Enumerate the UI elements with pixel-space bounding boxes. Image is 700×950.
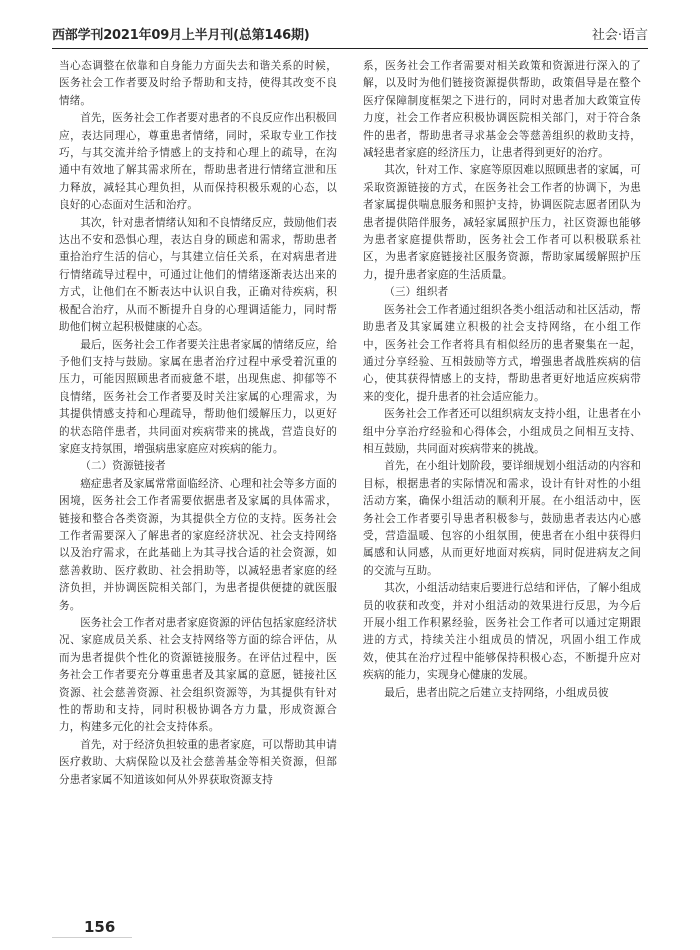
paragraph: 医务社会工作者还可以组织病友支持小组，让患者在小组中分享治疗经验和心得体会，小组成员之间相互支持、相互鼓励，共同面对疾病带来的挑战。 [363,408,641,455]
running-header [52,18,648,49]
paragraph: 癌症患者及家属常常面临经济、心理和社会等多方面的困境，医务社会工作者需要依据患者及家属的具体需求，链接和整合各类资源，为其提供全方位的支持。医务社会工作者需要深入了解患者的家庭经济状况、社会支持网络以及治疗需求，在此基础上为其寻找合适的社会资源，如慈善救助、医疗救助、社会捐助等，以减轻患者家庭的经济负担，并协调医院相关部门，为患者提供便捷的就医服务。 [59,477,337,612]
paragraph: 其次，针对工作、家庭等原因难以照顾患者的家属，可采取资源链接的方式，在医务社会工作者的协调下，为患者家属提供喘息服务和照护支持，协调医院志愿者团队为患者提供陪伴服务，减轻家属照护压力，社区资源也能够为患者家庭提供帮助，医务社会工作者可以积极联系社区，为患者家庭链接社区服务资源，帮助家属缓解照护压力，提升患者家庭的生活质量。 [363,164,641,281]
paragraph: 医务社会工作者通过组织各类小组活动和社区活动，帮助患者及其家属建立积极的社会支持网络，在小组工作中，医务社会工作者将具有相似经历的患者聚集在一起，通过分享经验、互相鼓励等方式，增强患者战胜疾病的信心，使其获得情感上的支持，帮助患者更好地适应疾病带来的变化，提升患者的社会适应能力。 [363,303,641,403]
paragraph: 首先，医务社会工作者要对患者的不良反应作出积极回应，表达同理心，尊重患者情绪，同时，采取专业工作技巧，与其交流并给予情感上的支持和心理上的疏导，在沟通中有效地了解其需求所在，帮助患者进行情绪宣泄和压力释放，减轻其心理负担，从而保持积极乐观的心态，以良好的心态面对生活和治疗。 [59,112,337,212]
paragraph: 医务社会工作者对患者家庭资源的评估包括家庭经济状况、家庭成员关系、社会支持网络等方面的综合评估，从而为患者提供个性化的资源链接服务。在评估过程中，医务社会工作者要充分尊重患者及其家属的意愿，链接社区资源、社会慈善资源、社会组织资源等，为其提供有针对性的帮助和支持，同时积极协调各方力量，形成资源合力，构建多元化的社会支持体系。 [59,617,337,734]
paragraph: 首先，在小组计划阶段，要详细规划小组活动的内容和目标，根据患者的实际情况和需求，设计有针对性的小组活动方案，确保小组活动的顺利开展。在小组活动中，医务社会工作者要引导患者积极参与，鼓励患者表达内心感受，营造温暖、包容的小组氛围，使患者在小组中获得归属感和认同感，从而更好地面对疾病，同时促进病友之间的交流与互助。 [363,460,641,577]
left-column [59,58,337,918]
paragraph: 系，医务社会工作者需要对相关政策和资源进行深入的了解，以及时为他们链接资源提供帮助，政策倡导是在整个医疗保障制度框架之下进行的，同时对患者加大政策宣传力度，社会工作者应积极协调医院相关部门，对于符合条件的患者，帮助患者寻求基金会等慈善组织的救助支持，减轻患者家庭的经济压力，让患者得到更好的治疗。 [363,60,641,160]
paragraph: 首先，对于经济负担较重的患者家庭，可以帮助其申请医疗救助、大病保险以及社会慈善基金等相关资源，但部分患者家属不知道该如何从外界获取资源支持 [59,738,337,786]
paragraph: 最后，医务社会工作者要关注患者家属的情绪反应，给予他们支持与鼓励。家属在患者治疗过程中承受着沉重的压力，可能因照顾患者而疲惫不堪，出现焦虑、抑郁等不良情绪，医务社会工作者要及时关注家属的心理需求，为其提供情感支持和心理疏导，帮助他们缓解压力，以更好的状态陪伴患者，共同面对疾病带来的挑战，营造良好的家庭支持氛围，增强病患家庭应对疾病的能力。 [59,338,337,455]
right-column [363,58,641,918]
section-heading: （三）组织者 [384,286,449,299]
page-number: 156 [84,918,116,936]
section-heading: （二）资源链接者 [80,460,166,473]
paragraph: 其次，小组活动结束后要进行总结和评估，了解小组成员的收获和改变，并对小组活动的效果进行反思，为今后开展小组工作积累经验，医务社会工作者可以通过定期跟进的方式，持续关注小组成员的情况，巩固小组工作成效，使其在治疗过程中能够保持积极心态，不断提升应对疾病的能力，实现身心健康的发展。 [363,582,641,682]
paragraph: 最后，患者出院之后建立支持网络，小组成员彼 [384,686,609,699]
section-label: 社会·语言 [591,28,648,43]
paragraph: 当心态调整在依靠和自身能力方面失去和谐关系的时候，医务社会工作者要及时给予帮助和支持，使得其改变不良情绪。 [59,60,337,107]
paragraph: 其次，针对患者情绪认知和不良情绪反应，鼓励他们表达出不安和恐惧心理，表达自身的顾虑和需求，帮助患者重拾治疗生活的信心，与其建立信任关系，在对病患者进行情绪疏导过程中，可通过让他们的情绪逐渐表达出来的方式，让他们在不断表达中认识自我，正确对待疾病，积极配合治疗，从而不断提升自身的心理调适能力，同时帮助他们树立起积极健康的心态。 [59,216,337,334]
journal-title: 西部学刊2021年09月上半月刊(总第146期) [52,28,310,43]
footer-rule [52,937,132,938]
